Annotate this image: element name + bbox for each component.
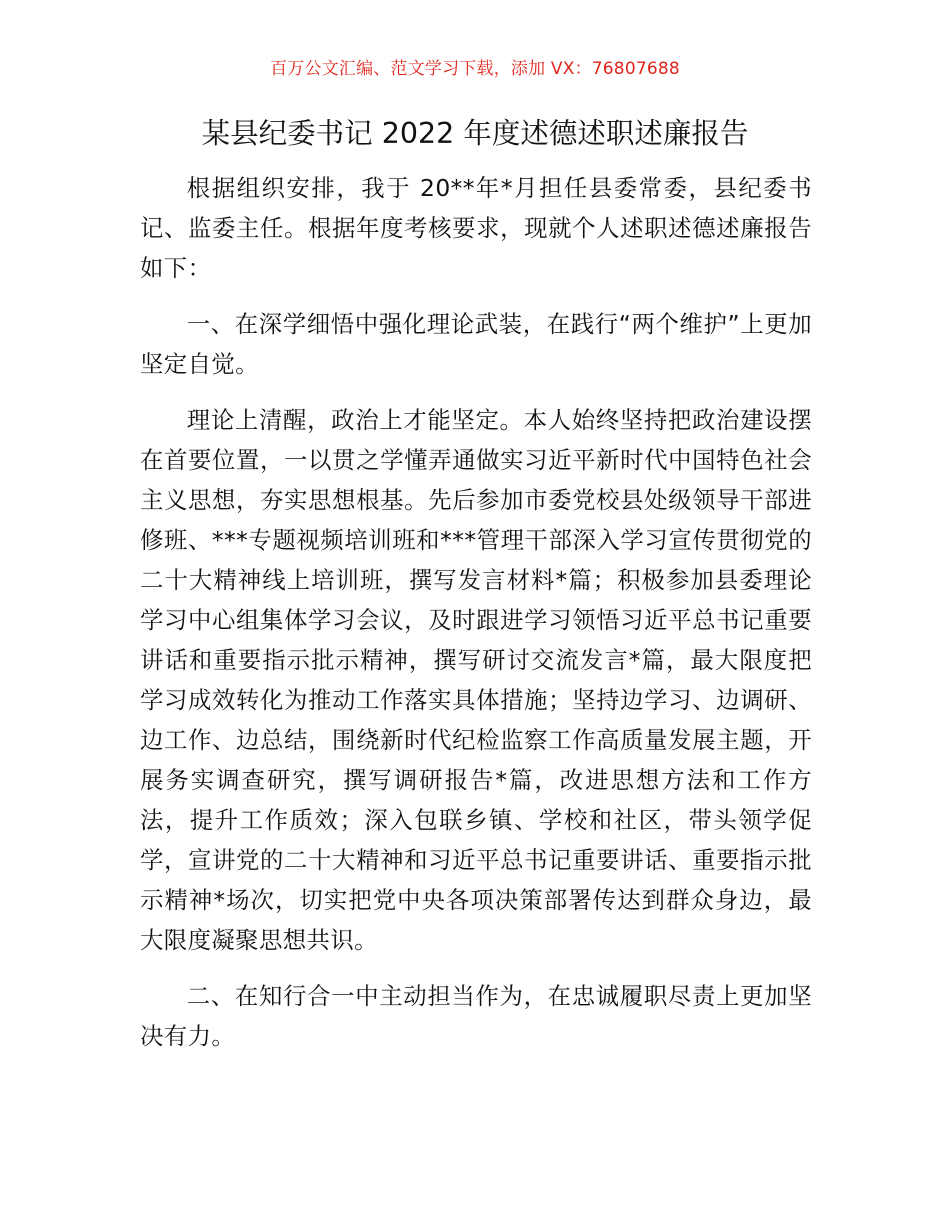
paragraph-section-1: 理论上清醒，政治上才能坚定。本人始终坚持把政治建设摆在首要位置，一以贯之学懂弄通做实习近平新时代中国特色社会主义思想，夯实思想根基。先后参加市委党校县处级领导干部进修班、***专题视频培训班和***管理干部深入学习宣传贯彻党的二十大精神线上培训班，撰写发言材料*篇；积极参加县委理论学习中心组集体学习会议，及时跟进学习领悟习近平总书记重要讲话和重要指示批示精神，撰写研讨交流发言*篇，最大限度把学习成效转化为推动工作落实具体措施；坚持边学习、边调研、边工作、边总结，围绕新时代纪检监察工作高质量发展主题，开展务实调查研究，撰写调研报告*篇，改进思想方法和工作方法，提升工作质效；深入包联乡镇、学校和社区，带头领学促学，宣讲党的二十大精神和习近平总书记重要讲话、重要指示批示精神*场次，切实把党中央各项决策部署传达到群众身边，最大限度凝聚思想共识。 [140,406,812,954]
section-heading-2: 二、在知行合一中主动担当作为，在忠诚履职尽责上更加坚决有力。 [140,982,812,1050]
document-body [140,168,812,1072]
watermark-banner: 百万公文汇编、范文学习下载，添加 VX：76807688 [270,59,680,79]
section-heading-1: 一、在深学细悟中强化理论武装，在践行“两个维护”上更加坚定自觉。 [140,310,812,378]
paragraph-intro: 根据组织安排，我于 20**年*月担任县委常委，县纪委书记、监委主任。根据年度考核要求，现就个人述职述德述廉报告如下： [140,174,812,282]
document-title: 某县纪委书记 2022 年度述德述职述廉报告 [201,117,749,150]
